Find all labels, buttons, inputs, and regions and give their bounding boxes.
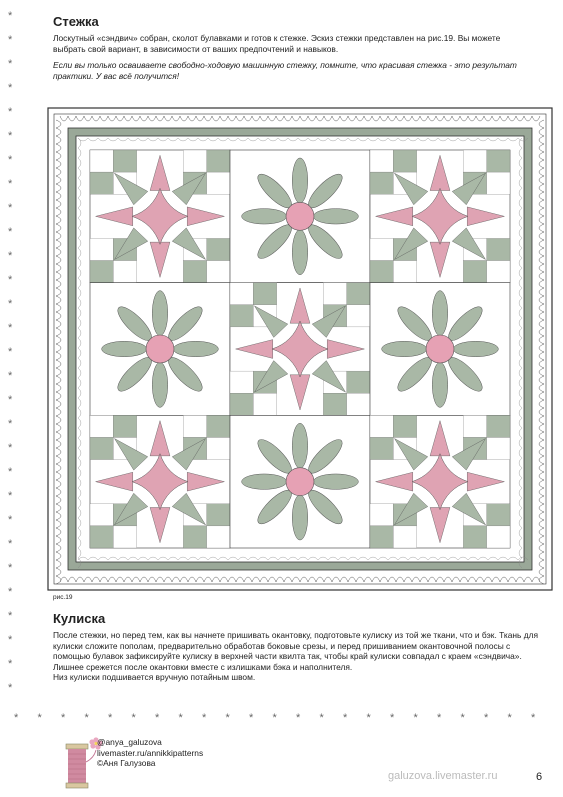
star-glyph: *: [8, 250, 13, 262]
checker-square: [207, 238, 230, 260]
checker-square: [487, 415, 510, 437]
flower-petal: [292, 495, 307, 540]
star-glyph: *: [8, 202, 13, 214]
checker-square: [487, 172, 510, 194]
checker-square: [370, 415, 393, 437]
star-glyph: *: [61, 712, 66, 724]
star-glyph: *: [296, 712, 301, 724]
checker-square: [463, 261, 486, 283]
checker-square: [90, 504, 113, 526]
flower-petal: [382, 341, 427, 356]
star-glyph: *: [8, 82, 13, 94]
checker-square: [230, 371, 253, 393]
star-glyph: *: [8, 658, 13, 670]
checker-square: [230, 305, 253, 327]
flower-petal: [242, 209, 287, 224]
star-glyph: *: [8, 58, 13, 70]
checker-square: [487, 526, 510, 548]
checker-square: [183, 415, 206, 437]
checker-square: [370, 261, 393, 283]
flower-petal: [313, 474, 358, 489]
checker-square: [487, 504, 510, 526]
star-glyph: *: [8, 130, 13, 142]
checker-square: [113, 261, 136, 283]
star-glyph: *: [437, 712, 442, 724]
star-glyph: *: [8, 346, 13, 358]
checker-square: [183, 261, 206, 283]
checker-square: [253, 283, 276, 305]
flower-petal: [173, 341, 218, 356]
star-glyph: *: [131, 712, 136, 724]
flower-petal: [152, 291, 167, 336]
star-glyph: *: [8, 298, 13, 310]
star-glyph: *: [390, 712, 395, 724]
checker-square: [347, 393, 370, 415]
checker-square: [323, 283, 346, 305]
figure-caption: рис.19: [53, 594, 73, 601]
page-number: 6: [536, 771, 543, 783]
star-glyph: *: [507, 712, 512, 724]
checker-square: [487, 150, 510, 172]
checker-square: [463, 415, 486, 437]
star-glyph: *: [8, 562, 13, 574]
checker-square: [207, 437, 230, 459]
checker-square: [393, 150, 416, 172]
star-glyph: *: [484, 712, 489, 724]
checker-square: [90, 526, 113, 548]
flower-center: [146, 335, 174, 363]
star-glyph: *: [531, 712, 536, 724]
website-link[interactable]: livemaster.ru/annikkipatterns: [97, 747, 204, 758]
star-glyph: *: [460, 712, 465, 724]
star-glyph: *: [8, 418, 13, 430]
star-glyph: *: [272, 712, 277, 724]
flower-petal: [292, 423, 307, 468]
checker-square: [90, 261, 113, 283]
checker-square: [183, 526, 206, 548]
section-title-sleeve: Кулиска: [53, 611, 106, 626]
checker-square: [207, 526, 230, 548]
flower-petal: [152, 362, 167, 407]
checker-square: [207, 415, 230, 437]
checker-square: [487, 238, 510, 260]
flower-petal: [292, 158, 307, 203]
star-glyph: *: [319, 712, 324, 724]
sleeve-paragraph: После стежки, но перед тем, как вы начнете пришивать окантовку, подготовьте кулиску из той же ткани, что и бэк. Ткань для кулиски сложите пополам, предварительно обработав боковые срезы, и перед пришиванием окантовочной полосы с помощью булавок зафиксируйте кулиску в верхней части квилта так, чтобы край кулиски совпадал с краем «сэндвича». Лишнее срежется после окантовки вместе с излишками бэка и наполнителя. Низ кулиски подшивается вручную потайным швом.: [53, 630, 538, 683]
star-glyph: *: [8, 370, 13, 382]
flower-petal: [432, 362, 447, 407]
checker-square: [230, 393, 253, 415]
star-glyph: *: [225, 712, 230, 724]
checker-square: [393, 261, 416, 283]
flower-petal: [432, 291, 447, 336]
star-glyph: *: [8, 394, 13, 406]
copyright: ©Аня Галузова: [97, 758, 156, 768]
flower-center: [286, 202, 314, 230]
checker-square: [487, 437, 510, 459]
checker-square: [370, 526, 393, 548]
checker-square: [253, 393, 276, 415]
flower-center: [426, 335, 454, 363]
star-glyph: *: [8, 226, 13, 238]
checker-square: [370, 504, 393, 526]
stitching-paragraph: Лоскутный «сэндвич» собран, сколот булавками и готов к стежке. Эскиз стежки представлен на рис.19. Вы можете выбрать свой вариант, в зависимости от ваших предпочтений и навыков.: [53, 33, 501, 54]
checker-square: [207, 504, 230, 526]
star-glyph: *: [8, 10, 13, 22]
checker-square: [463, 150, 486, 172]
left-star-border: [8, 10, 20, 710]
watermark: galuzova.livemaster.ru: [388, 770, 498, 782]
star-glyph: *: [37, 712, 42, 724]
star-glyph: *: [8, 610, 13, 622]
star-glyph: *: [108, 712, 113, 724]
flower-petal: [242, 474, 287, 489]
checker-square: [347, 371, 370, 393]
star-glyph: *: [8, 442, 13, 454]
star-glyph: *: [178, 712, 183, 724]
checker-square: [393, 526, 416, 548]
checker-square: [90, 415, 113, 437]
checker-square: [370, 150, 393, 172]
star-glyph: *: [249, 712, 254, 724]
stitching-tip: Если вы только осваиваете свободно-ходовую машинную стежку, помните, что красивая стежка - это результат практики. У вас всё получится!: [53, 60, 517, 81]
checker-square: [183, 150, 206, 172]
quilt-figure: [46, 106, 554, 592]
checker-square: [370, 172, 393, 194]
star-glyph: *: [8, 490, 13, 502]
checker-square: [207, 172, 230, 194]
checker-square: [347, 283, 370, 305]
star-glyph: *: [14, 712, 19, 724]
checker-square: [370, 238, 393, 260]
star-glyph: *: [155, 712, 160, 724]
checker-square: [323, 393, 346, 415]
star-glyph: *: [413, 712, 418, 724]
checker-square: [393, 415, 416, 437]
star-glyph: *: [366, 712, 371, 724]
checker-square: [90, 437, 113, 459]
flower-petal: [102, 341, 147, 356]
checker-square: [347, 305, 370, 327]
flower-petal: [292, 230, 307, 275]
bottom-star-border: [14, 712, 554, 726]
checker-square: [487, 261, 510, 283]
star-glyph: *: [8, 274, 13, 286]
star-glyph: *: [343, 712, 348, 724]
flower-petal: [313, 209, 358, 224]
star-glyph: *: [8, 514, 13, 526]
star-glyph: *: [84, 712, 89, 724]
section-title-stitching: Стежка: [53, 14, 99, 29]
checker-square: [113, 526, 136, 548]
flower-petal: [453, 341, 498, 356]
checker-square: [463, 526, 486, 548]
star-glyph: *: [202, 712, 207, 724]
star-glyph: *: [8, 178, 13, 190]
checker-square: [113, 415, 136, 437]
star-glyph: *: [8, 106, 13, 118]
flower-center: [286, 468, 314, 496]
checker-square: [90, 238, 113, 260]
star-glyph: *: [8, 154, 13, 166]
checker-square: [90, 172, 113, 194]
checker-square: [207, 150, 230, 172]
instagram-handle[interactable]: @anya_galuzova: [97, 737, 162, 747]
checker-square: [207, 261, 230, 283]
checker-square: [370, 437, 393, 459]
star-glyph: *: [8, 322, 13, 334]
checker-square: [90, 150, 113, 172]
star-glyph: *: [8, 682, 13, 694]
author-contacts: [97, 737, 203, 769]
star-glyph: *: [8, 634, 13, 646]
star-glyph: *: [8, 34, 13, 46]
star-glyph: *: [8, 586, 13, 598]
star-glyph: *: [8, 466, 13, 478]
checker-square: [230, 283, 253, 305]
star-glyph: *: [8, 538, 13, 550]
checker-square: [113, 150, 136, 172]
